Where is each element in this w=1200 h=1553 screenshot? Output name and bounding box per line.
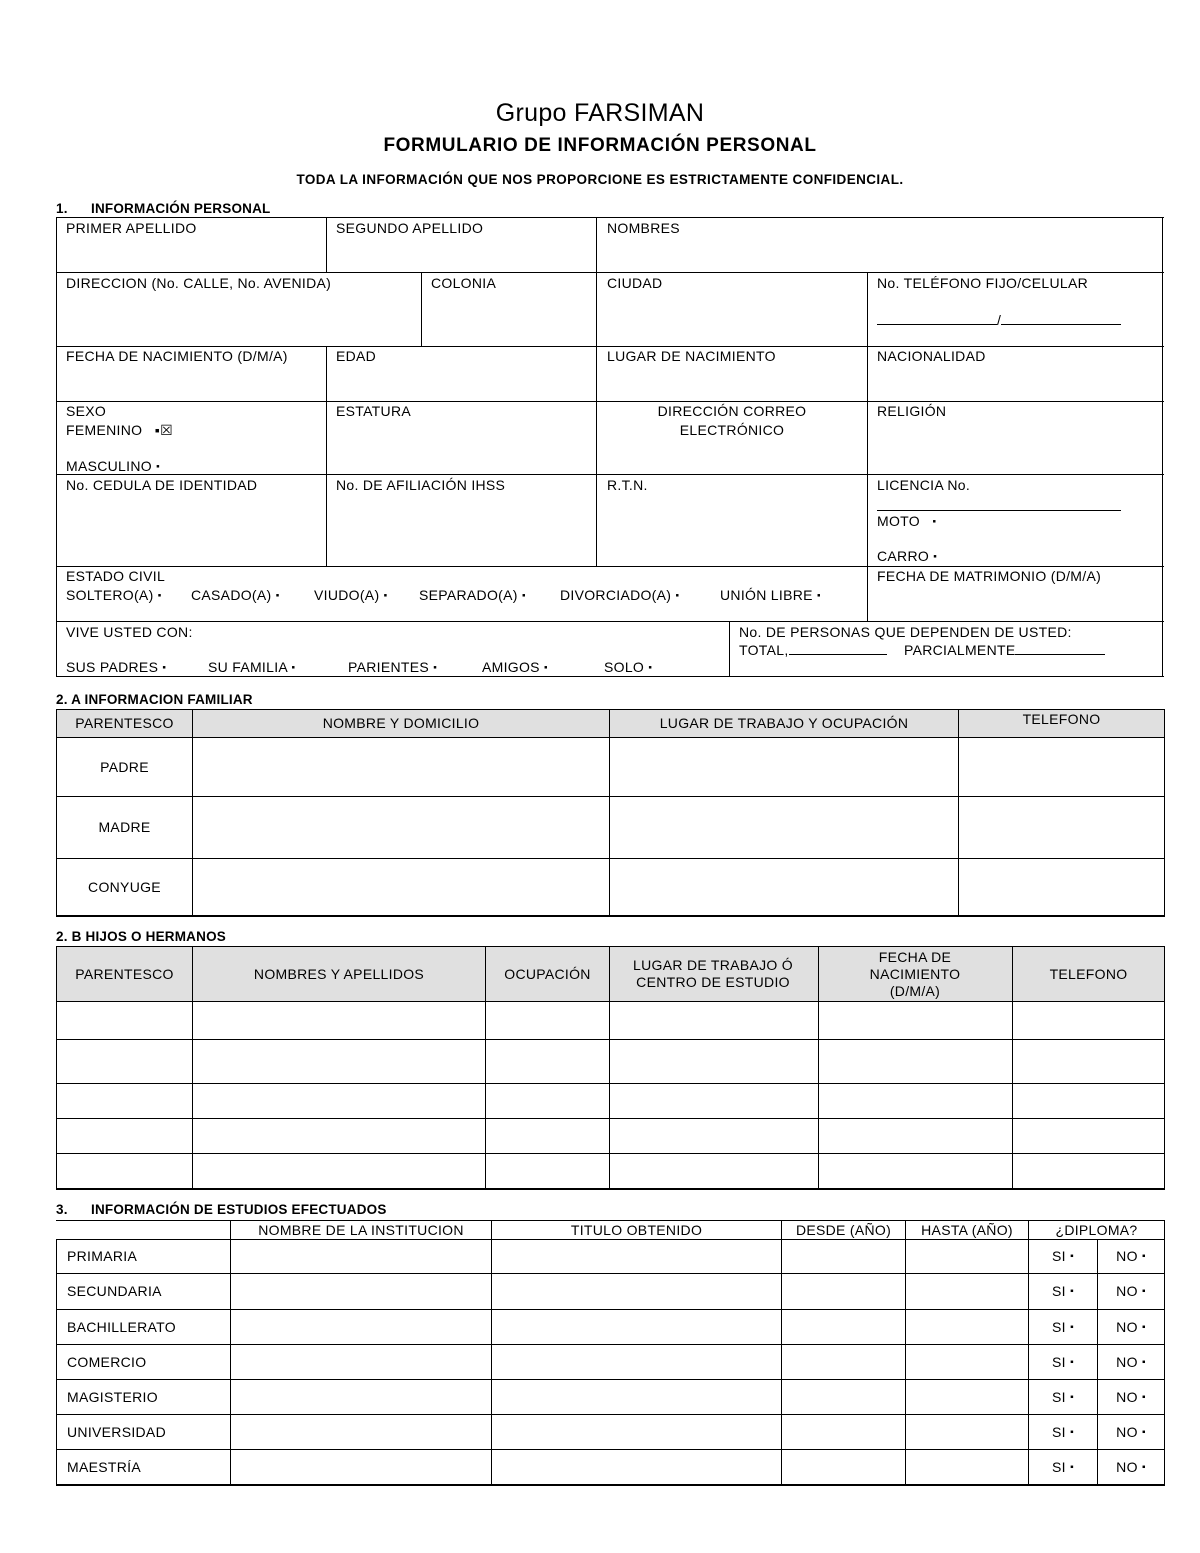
header-nombres-apellidos: NOMBRES Y APELLIDOS	[253, 965, 425, 982]
checkbox[interactable]: ▪	[544, 662, 548, 674]
section-label: INFORMACIÓN DE ESTUDIOS EFECTUADOS	[91, 1202, 387, 1217]
label-fecha-nacimiento: FECHA DE NACIMIENTO (D/M/A)	[66, 348, 288, 364]
no-label: NO	[1116, 1283, 1138, 1299]
header-telefono: TELEFONO	[1022, 710, 1101, 727]
label-religion: RELIGIÓN	[877, 403, 947, 419]
option-carro[interactable]	[877, 547, 937, 566]
checkbox[interactable]: ▪	[291, 662, 296, 674]
checkbox[interactable]: ▪	[383, 590, 388, 602]
checkbox[interactable]: ▪	[816, 590, 821, 602]
label-edad: EDAD	[336, 348, 377, 364]
label-primer-apellido: PRIMER APELLIDO	[66, 220, 197, 236]
no-label: NO	[1116, 1318, 1138, 1335]
row-secundaria: SECUNDARIA	[67, 1283, 162, 1299]
label-ciudad: CIUDAD	[607, 275, 663, 291]
checkbox[interactable]: ▪	[933, 551, 938, 563]
label-estado-civil: ESTADO CIVIL	[66, 568, 166, 584]
header-lugar-trabajo-estudio: LUGAR DE TRABAJO Ó CENTRO DE ESTUDIO	[633, 957, 793, 990]
diploma-no[interactable]	[1098, 1380, 1164, 1414]
option-label: DIVORCIADO(A)	[560, 587, 672, 603]
section-hijos-title: 2. B HIJOS O HERMANOS	[56, 929, 226, 944]
option-label: SU FAMILIA	[208, 659, 288, 675]
no-label: NO	[1116, 1248, 1138, 1264]
diploma-si[interactable]	[1029, 1345, 1097, 1379]
checkbox[interactable]: ▪	[1070, 1426, 1074, 1438]
no-label: NO	[1116, 1388, 1138, 1405]
si-label: SI	[1052, 1318, 1066, 1335]
label-fecha-matrimonio: FECHA DE MATRIMONIO (D/M/A)	[877, 568, 1102, 584]
checkbox[interactable]: ▪	[162, 662, 167, 674]
telefono-blank[interactable]	[877, 311, 1121, 329]
checkbox[interactable]: ▪	[1141, 1251, 1146, 1262]
checkbox[interactable]: ▪	[932, 516, 937, 528]
option-casado[interactable]	[191, 586, 280, 605]
option-label: MOTO	[877, 513, 920, 529]
label-ihss: No. DE AFILIACIÓN IHSS	[336, 477, 506, 493]
section-number: 3.	[56, 1202, 68, 1217]
header-institucion: NOMBRE DE LA INSTITUCION	[258, 1221, 464, 1238]
diploma-no[interactable]	[1098, 1240, 1164, 1273]
section-estudios-title	[56, 1202, 387, 1217]
checkbox[interactable]: ▪	[1141, 1461, 1146, 1473]
checkbox[interactable]: ▪	[156, 461, 160, 473]
diploma-si[interactable]	[1029, 1274, 1097, 1309]
option-femenino[interactable]	[66, 421, 173, 439]
header-ocupacion: OCUPACIÓN	[504, 965, 591, 982]
company-name: Grupo FARSIMAN	[495, 99, 705, 127]
femenino-checked-box[interactable]: ▪☒	[154, 422, 173, 438]
option-masculino[interactable]	[66, 457, 160, 476]
checkbox[interactable]: ▪	[1141, 1391, 1146, 1403]
option-divorciado[interactable]	[560, 586, 679, 605]
section-familiar-title: 2. A INFORMACION FAMILIAR	[56, 692, 253, 707]
row-madre: MADRE	[98, 819, 151, 835]
row-conyuge: CONYUGE	[88, 878, 161, 895]
header-fecha-nacimiento: FECHA DE NACIMIENTO (D/M/A)	[869, 948, 961, 999]
row-magisterio: MAGISTERIO	[67, 1388, 158, 1405]
total-label: TOTAL,	[739, 642, 789, 658]
checkbox[interactable]: ▪	[157, 590, 162, 602]
option-label: VIUDO(A)	[314, 587, 380, 603]
telefono-separator: /	[997, 312, 1002, 328]
option-label: MASCULINO	[66, 458, 152, 474]
option-label: CASADO(A)	[191, 587, 272, 603]
option-label: SUS PADRES	[66, 659, 159, 675]
label-dependen: No. DE PERSONAS QUE DEPENDEN DE USTED:	[739, 624, 1072, 640]
option-label: PARIENTES	[348, 659, 430, 675]
checkbox[interactable]: ▪	[433, 662, 438, 674]
diploma-si[interactable]	[1029, 1415, 1097, 1449]
checkbox[interactable]: ▪	[1070, 1321, 1074, 1333]
si-label: SI	[1052, 1388, 1066, 1405]
checkbox[interactable]: ▪	[1141, 1321, 1146, 1333]
checkbox[interactable]: ▪	[275, 590, 280, 602]
checkbox[interactable]: ▪	[648, 662, 653, 674]
checkbox[interactable]: ▪	[1070, 1461, 1074, 1473]
option-union-libre[interactable]	[720, 586, 821, 605]
section-personal-title	[56, 201, 271, 216]
parcial-label: PARCIALMENTE	[904, 642, 1016, 658]
option-amigos[interactable]	[482, 658, 548, 677]
no-label: NO	[1116, 1423, 1138, 1440]
header-parentesco: PARENTESCO	[75, 715, 174, 731]
label-correo-2: ELECTRÓNICO	[679, 422, 785, 438]
checkbox[interactable]: ▪	[675, 590, 680, 602]
checkbox[interactable]: ▪	[1070, 1391, 1074, 1403]
option-label: UNIÓN LIBRE	[720, 587, 813, 603]
checkbox[interactable]: ▪	[1141, 1356, 1146, 1368]
checkbox[interactable]: ▪	[1141, 1426, 1146, 1438]
header-titulo: TITULO OBTENIDO	[570, 1221, 703, 1238]
diploma-si[interactable]	[1029, 1310, 1097, 1344]
option-moto[interactable]	[877, 512, 936, 531]
label-estatura: ESTATURA	[336, 403, 411, 419]
diploma-no[interactable]	[1098, 1415, 1164, 1449]
si-label: SI	[1052, 1283, 1066, 1299]
row-primaria: PRIMARIA	[67, 1248, 138, 1264]
diploma-si[interactable]	[1029, 1240, 1097, 1273]
label-cedula: No. CEDULA DE IDENTIDAD	[66, 477, 258, 493]
header-desde: DESDE (AÑO)	[795, 1221, 892, 1238]
option-label: SEPARADO(A)	[419, 587, 518, 603]
dependen-parcialmente[interactable]	[904, 641, 1105, 659]
no-label: NO	[1116, 1458, 1138, 1475]
header-diploma: ¿DIPLOMA?	[1055, 1221, 1138, 1238]
header-parentesco: PARENTESCO	[75, 965, 174, 982]
si-label: SI	[1052, 1458, 1066, 1475]
row-padre: PADRE	[100, 758, 149, 775]
label-telefono: No. TELÉFONO FIJO/CELULAR	[877, 275, 1089, 291]
diploma-no[interactable]	[1098, 1274, 1164, 1309]
header-telefono: TELEFONO	[1049, 965, 1128, 982]
row-comercio: COMERCIO	[67, 1353, 147, 1370]
option-label: CARRO	[877, 548, 930, 564]
label-sexo: SEXO	[66, 403, 107, 419]
label-colonia: COLONIA	[431, 275, 497, 291]
option-label: SOLO	[604, 659, 645, 675]
option-label: SOLTERO(A)	[66, 587, 154, 603]
label-vive-con: VIVE USTED CON:	[66, 624, 193, 640]
dependen-total[interactable]	[739, 641, 887, 659]
confidential-notice: TODA LA INFORMACIÓN QUE NOS PROPORCIONE ES ESTRICTAMENTE CONFIDENCIAL.	[296, 172, 904, 187]
label-nombres: NOMBRES	[607, 220, 680, 236]
label-segundo-apellido: SEGUNDO APELLIDO	[336, 220, 484, 236]
diploma-si[interactable]	[1029, 1450, 1097, 1484]
checkbox[interactable]: ▪	[1070, 1286, 1074, 1297]
checkbox[interactable]: ▪	[1070, 1251, 1074, 1262]
label-licencia: LICENCIA No.	[877, 477, 971, 493]
label-correo-1: DIRECCIÓN CORREO	[657, 403, 807, 419]
diploma-si[interactable]	[1029, 1380, 1097, 1414]
label-direccion: DIRECCION (No. CALLE, No. AVENIDA)	[66, 275, 332, 291]
option-label: FEMENINO	[66, 422, 143, 438]
row-bachillerato: BACHILLERATO	[67, 1318, 176, 1335]
checkbox[interactable]: ▪	[1070, 1356, 1074, 1368]
header-hasta: HASTA (AÑO)	[921, 1221, 1013, 1238]
label-lugar-nacimiento: LUGAR DE NACIMIENTO	[607, 348, 776, 364]
form-title: FORMULARIO DE INFORMACIÓN PERSONAL	[383, 135, 817, 156]
si-label: SI	[1052, 1423, 1066, 1440]
no-label: NO	[1116, 1353, 1138, 1370]
row-maestria: MAESTRÍA	[67, 1458, 141, 1475]
checkbox[interactable]: ▪	[1141, 1286, 1146, 1297]
option-sus-padres[interactable]	[66, 658, 166, 677]
option-separado[interactable]	[419, 586, 526, 605]
si-label: SI	[1052, 1248, 1066, 1264]
option-soltero[interactable]	[66, 586, 162, 605]
header-nombre-domicilio: NOMBRE Y DOMICILIO	[322, 715, 480, 731]
section-number: 1.	[56, 201, 68, 216]
diploma-no[interactable]	[1098, 1345, 1164, 1379]
si-label: SI	[1052, 1353, 1066, 1370]
diploma-no[interactable]	[1098, 1310, 1164, 1344]
row-universidad: UNIVERSIDAD	[67, 1423, 166, 1440]
label-rtn: R.T.N.	[607, 477, 648, 493]
diploma-no[interactable]	[1098, 1450, 1164, 1484]
option-viudo[interactable]	[314, 586, 387, 605]
option-su-familia[interactable]	[208, 658, 295, 677]
section-label: INFORMACIÓN PERSONAL	[91, 201, 271, 216]
checkbox[interactable]: ▪	[521, 590, 526, 602]
option-label: AMIGOS	[482, 659, 540, 675]
header-lugar-trabajo: LUGAR DE TRABAJO Y OCUPACIÓN	[659, 715, 909, 731]
label-nacionalidad: NACIONALIDAD	[877, 348, 986, 364]
option-solo[interactable]	[604, 658, 652, 677]
option-parientes[interactable]	[348, 658, 437, 677]
